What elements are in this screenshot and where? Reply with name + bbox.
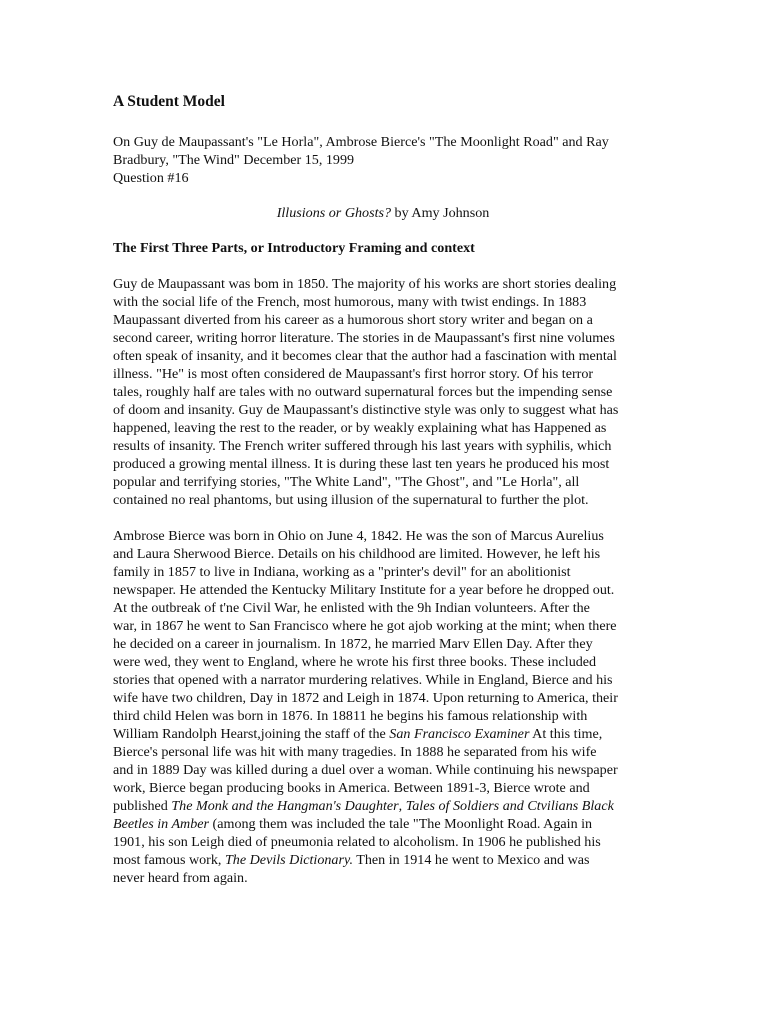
text-line: work, Bierce began producing books in America. Between 1891-3, Bierce wrote and [113,780,590,796]
text-line: Guy de Maupassant was bom in 1850. The majority of his works are short stories dealing [113,276,617,292]
text-line: At the outbreak of t'ne Civil War, he enlisted with the 9h Indian volunteers. After the [113,600,590,616]
text-line: results of insanity. The French writer suffered through his last years with syphilis, which [113,438,612,454]
book-title: Beetles in Amber [113,816,210,832]
text-line [113,815,653,833]
essay-byline [113,204,653,222]
text-line: of doom and insanity. Guy de Maupassant's distinctive style was only to suggest what has [113,402,619,418]
text-line: tales, roughly half are tales with no outward supernatural forces but the impending sense [113,384,613,400]
book-title: Tales of Soldiers and Ctvilians Black [405,798,614,814]
text-line: war, in 1867 he went to San Francisco where he got ajob working at the mint; when there [113,618,617,634]
text-line: produced a growing mental illness. It is during these last ten years he produced his most [113,456,610,472]
text-line: illness. "He" is most often considered de Maupassant's first horror story. Of his terror [113,366,594,382]
text-run: most famous work, [113,852,225,868]
text-line: Maupassant diverted from his career as a humorous short story writer and began on a [113,312,593,328]
text-line: third child Helen was born in 1876. In 18811 he begins his famous relationship with [113,708,588,724]
text-line: Bierce's personal life was hit with many tragedies. In 1888 he separated from his wife [113,744,597,760]
text-line [113,797,653,815]
text-line: stories that opened with a narrator murdering relatives. While in England, Bierce and his [113,672,613,688]
text-run: William Randolph Hearst,joining the staff of the [113,726,390,742]
book-title: The Monk and the Hangman's Daughter [171,798,399,814]
text-line: he decided on a career in journalism. In 1872, he married Marv Ellen Day. After they [113,636,593,652]
text-run: At this time, [529,726,603,742]
text-line: and Laura Sherwood Bierce. Details on his childhood are limited. However, he left his [113,546,601,562]
essay-title: Illusions or Ghosts? [276,205,392,221]
text-line: never heard from again. [113,870,248,886]
text-line [113,725,653,743]
document-title: A Student Model [113,93,225,110]
subject-line: Bradbury, "The Wind" December 15, 1999 [113,152,355,168]
section-heading: The First Three Parts, or Introductory Framing and context [113,240,475,256]
text-line: Ambrose Bierce was born in Ohio on June 4, 1842. He was the son of Marcus Aurelius [113,528,604,544]
text-line: contained no real phantoms, but using illusion of the supernatural to further the plot. [113,492,589,508]
question-number: Question #16 [113,170,189,186]
text-run: Then in 1914 he went to Mexico and was [352,852,590,868]
text-line: newspaper. He attended the Kentucky Military Institute for a year before he dropped out. [113,582,615,598]
text-line: popular and terrifying stories, "The White Land", "The Ghost", and "Le Horla", all [113,474,580,490]
text-run: published [113,798,172,814]
text-line: wife have two children, Day in 1872 and Leigh in 1874. Upon returning to America, their [113,690,618,706]
essay-author: by Amy Johnson [391,205,490,221]
text-line: family in 1857 to live in Indiana, working as a "printer's devil" for an abolitionist [113,564,571,580]
paragraph-bierce [113,527,653,887]
paragraph-maupassant [113,275,653,509]
text-line: second career, writing horror literature. The stories in de Maupassant's first nine volumes [113,330,615,346]
text-line: often speak of insanity, and it becomes clear that the author had a fascination with mental [113,348,617,364]
text-line [113,851,653,869]
text-line: 1901, his son Leigh died of pneumonia related to alcoholism. In 1906 he published his [113,834,601,850]
book-title: The Devils Dictionary. [224,852,353,868]
text-run: (among them was included the tale "The Moonlight Road. Again in [209,816,593,832]
document-body [113,92,653,887]
newspaper-title: San Francisco Examiner [389,726,530,742]
text-line: happened, leaving the rest to the reader, or by weakly explaining what has Happened as [113,420,607,436]
text-run: , [398,798,406,814]
subject-line: On Guy de Maupassant's "Le Horla", Ambrose Bierce's "The Moonlight Road" and Ray [113,134,609,150]
text-line: with the social life of the French, most humorous, many with twist endings. In 1883 [113,294,587,310]
text-line: were wed, they went to England, where he wrote his first three books. These included [113,654,597,670]
text-line: and in 1889 Day was killed during a duel over a woman. While continuing his newspaper [113,762,618,778]
